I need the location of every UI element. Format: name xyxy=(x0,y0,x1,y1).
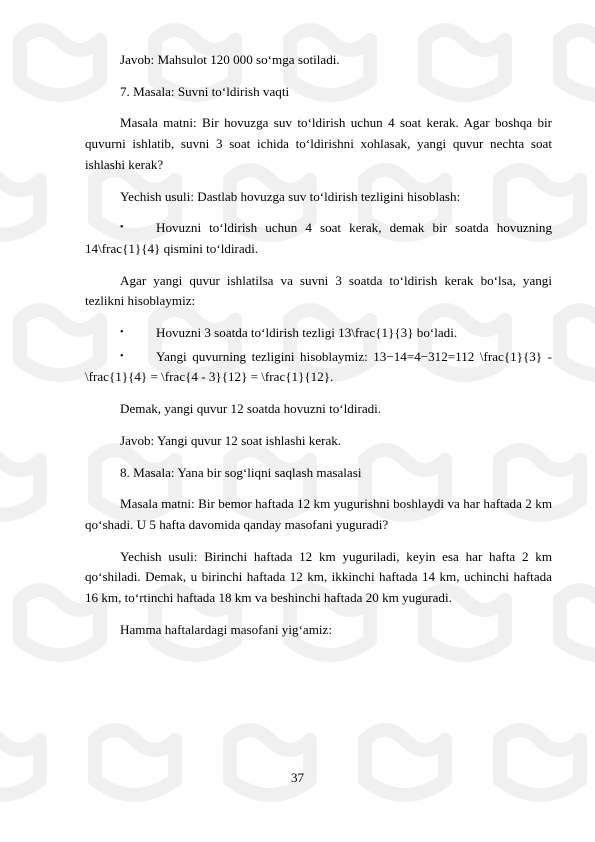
problem-7-statement: Masala matni: Bir hovuzga suv to‘ldirish uchun 4 soat kerak. Agar boshqa bir quvurni ishlatib, suvni 3 soat ichida to‘ldirishni xohlasak, yangi quvur nechta soat ishlashi kerak? xyxy=(85,115,552,172)
list-item-text: Hovuzni to‘ldirish uchun 4 soat kerak, demak bir soatda hovuzning 14\frac{1}{4} qismini to‘ldiradi. xyxy=(85,220,552,256)
problem-7-new-rate-intro: Agar yangi quvur ishlatilsa va suvni 3 soatda to‘ldirish kerak bo‘lsa, yangi tezlikni hisoblaymiz: xyxy=(85,272,552,309)
problem-7-conclusion: Demak, yangi quvur 12 soatda hovuzni to‘ldiradi. xyxy=(120,401,382,417)
bullet-icon: • xyxy=(120,222,124,234)
answer-previous: Javob: Mahsulot 120 000 so‘mga sotiladi. xyxy=(120,52,340,67)
bullet-icon: • xyxy=(120,350,124,362)
problem-7-solution-intro: Yechish usuli: Dastlab hovuzga suv to‘ldirish tezligini hisoblash: xyxy=(120,188,461,204)
list-item xyxy=(85,347,552,388)
problem-7-heading: 7. Masala: Suvni to‘ldirish vaqti xyxy=(120,83,290,99)
problem-8-heading: 8. Masala: Yana bir sog‘liqni saqlash masalasi xyxy=(120,464,362,480)
list-item-text: Hovuzni 3 soatda to‘ldirish tezligi 13\frac{1}{3} bo‘ladi. xyxy=(156,325,458,341)
bullet-icon: • xyxy=(120,327,124,339)
problem-8-sum-intro: Hamma haftalardagi masofani yig‘amiz: xyxy=(120,621,332,637)
document-page xyxy=(85,50,552,640)
page-number: 37 xyxy=(290,770,305,785)
problem-8-statement: Masala matni: Bir bemor haftada 12 km yugurishni boshlaydi va har haftada 2 km qo‘shadi. U 5 hafta davomida qanday masofani yuguradi? xyxy=(85,496,552,532)
list-item-text: Yangi quvurning tezligini hisoblaymiz: 13−14=4−312=112 \frac{1}{3} - \frac{1}{4} = \frac{4 - 3}{12} = \frac{1}{12}. xyxy=(85,348,552,385)
list-item xyxy=(85,323,552,344)
list-item xyxy=(85,218,552,259)
problem-8-solution: Yechish usuli: Birinchi haftada 12 km yuguriladi, keyin esa har hafta 2 km qo‘shiladi. Demak, u birinchi haftada 12 km, ikkinchi haftada 14 km, uchinchi haftada 16 km, to‘rtinchi haftada 18 km va beshinchi haftada 20 km yuguradi. xyxy=(85,548,552,606)
problem-7-answer: Javob: Yangi quvur 12 soat ishlashi kerak. xyxy=(120,432,342,448)
